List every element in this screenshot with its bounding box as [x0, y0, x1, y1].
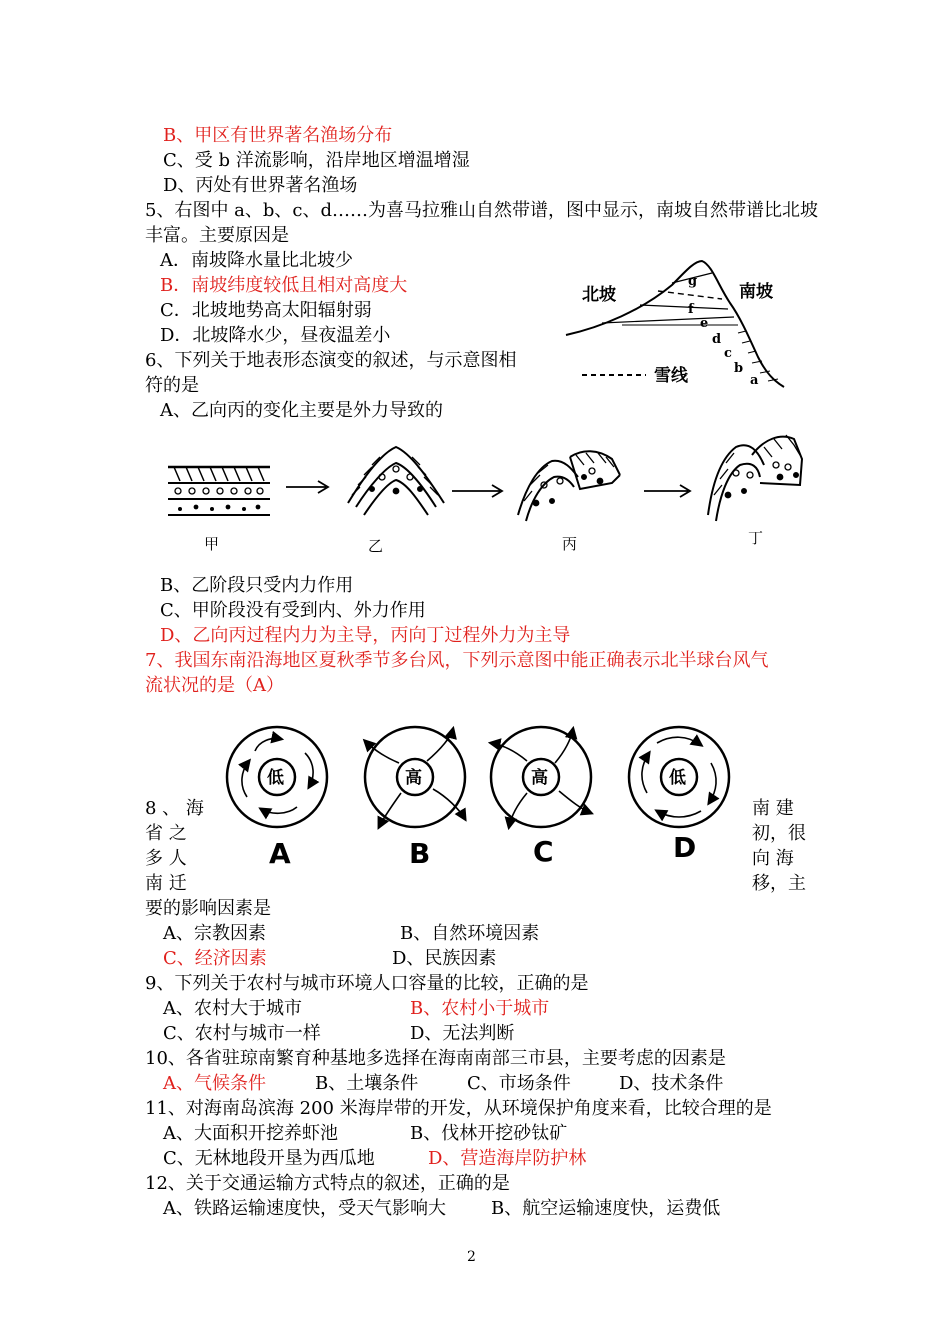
zone-d: d [712, 332, 722, 347]
q8-option-c: C、经济因素 [163, 948, 267, 969]
q6-option-d: D、乙向丙过程内力为主导，丙向丁过程外力为主导 [160, 625, 571, 646]
q5-option-a: A．南坡降水量比北坡少 [160, 250, 353, 271]
q8-right-4: 移，主 [752, 873, 806, 894]
q5-option-b: B．南坡纬度较低且相对高度大 [160, 275, 408, 296]
center-d: 低 [669, 768, 686, 788]
q5-stem: 5、右图中 a、b、c、d……为喜马拉雅山自然带谱，图中显示，南坡自然带谱比北坡 [145, 200, 819, 221]
q9-option-d: D、无法判断 [410, 1023, 515, 1044]
q9-option-b: B、农村小于城市 [410, 998, 550, 1019]
zone-a: a [750, 373, 759, 388]
page-number: 2 [467, 1249, 476, 1265]
typhoon-airflow-figure [215, 715, 740, 870]
himalaya-zonation-figure [562, 255, 790, 390]
q12-stem: 12、关于交通运输方式特点的叙述，正确的是 [145, 1173, 510, 1194]
q10-stem: 10、各省驻琼南繁育种基地多选择在海南南部三市县，主要考虑的因素是 [145, 1048, 726, 1069]
q6-option-c: C、甲阶段没有受到内、外力作用 [160, 600, 426, 621]
q4-option-b: B、甲区有世界著名渔场分布 [163, 125, 393, 146]
q4-option-d: D、丙处有世界著名渔场 [163, 175, 358, 196]
q5-option-d: D．北坡降水少，昼夜温差小 [160, 325, 391, 346]
snowline-legend-label: 雪线 [654, 366, 688, 386]
label-bing: 丙 [562, 535, 578, 553]
south-slope-label: 南坡 [739, 282, 773, 302]
q6-stem: 6、下列关于地表形态演变的叙述，与示意图相 [145, 350, 517, 371]
stage-jia [168, 467, 270, 515]
q7-stem-cont: 流状况的是（A） [145, 675, 284, 696]
zone-f: f [688, 302, 694, 317]
q11-option-d: D、营造海岸防护林 [428, 1148, 587, 1169]
q8-option-a: A、宗教因素 [163, 923, 266, 944]
q11-option-a: A、大面积开挖养虾池 [163, 1123, 338, 1144]
q6-option-b: B、乙阶段只受内力作用 [160, 575, 354, 596]
center-c: 高 [531, 768, 548, 788]
zone-e: e [700, 316, 709, 331]
q11-option-c: C、无林地段开垦为西瓜地 [163, 1148, 375, 1169]
letter-a: A [269, 837, 291, 870]
q8-right-3: 向 海 [752, 848, 794, 869]
letter-c: C [533, 835, 554, 868]
q11-option-b: B、伐林开挖砂钛矿 [410, 1123, 568, 1144]
q9-option-a: A、农村大于城市 [163, 998, 302, 1019]
q8-left-3: 多 人 [145, 848, 187, 869]
q9-option-c: C、农村与城市一样 [163, 1023, 321, 1044]
label-yi: 乙 [368, 537, 384, 555]
q6-option-a: A、乙向丙的变化主要是外力导致的 [160, 400, 443, 421]
stage-ding [708, 435, 802, 521]
q8-stem-tail: 要的影响因素是 [145, 898, 271, 919]
q8-left-1: 8 、 海 [145, 798, 204, 819]
q12-option-a: A、铁路运输速度快，受天气影响大 [163, 1198, 446, 1219]
q9-stem: 9、下列关于农村与城市环境人口容量的比较，正确的是 [145, 973, 589, 994]
q12-option-b: B、航空运输速度快，运费低 [491, 1198, 721, 1219]
label-ding: 丁 [748, 529, 764, 547]
q10-option-b: B、土壤条件 [315, 1073, 419, 1094]
stage-bing [518, 451, 620, 521]
stage-yi [348, 447, 444, 515]
q7-stem: 7、我国东南沿海地区夏秋季节多台风，下列示意图中能正确表示北半球台风气 [145, 650, 769, 671]
q8-option-d: D、民族因素 [392, 948, 497, 969]
q8-option-b: B、自然环境因素 [400, 923, 540, 944]
q8-left-2: 省 之 [145, 823, 187, 844]
center-b: 高 [405, 768, 422, 788]
q5-stem-cont: 丰富。主要原因是 [145, 225, 289, 246]
q4-option-c: C、受 b 洋流影响，沿岸地区增温增湿 [163, 150, 470, 171]
landform-evolution-figure [160, 425, 810, 555]
q10-option-c: C、市场条件 [467, 1073, 571, 1094]
q8-right-1: 南 建 [752, 798, 794, 819]
zone-b: b [734, 361, 744, 376]
q8-right-2: 初，很 [752, 823, 806, 844]
label-jia: 甲 [204, 535, 220, 553]
q6-stem-cont: 符的是 [145, 375, 199, 396]
letter-b: B [409, 837, 431, 870]
letter-d: D [673, 831, 697, 864]
q5-option-c: C．北坡地势高太阳辐射弱 [160, 300, 372, 321]
center-a: 低 [267, 768, 284, 788]
q10-option-d: D、技术条件 [619, 1073, 724, 1094]
q10-option-a: A、气候条件 [163, 1073, 266, 1094]
zone-g: g [688, 274, 698, 289]
zone-c: c [724, 346, 732, 361]
north-slope-label: 北坡 [582, 285, 616, 305]
q11-stem: 11、对海南岛滨海 200 米海岸带的开发，从环境保护角度来看，比较合理的是 [145, 1098, 772, 1119]
q8-left-4: 南 迁 [145, 873, 187, 894]
